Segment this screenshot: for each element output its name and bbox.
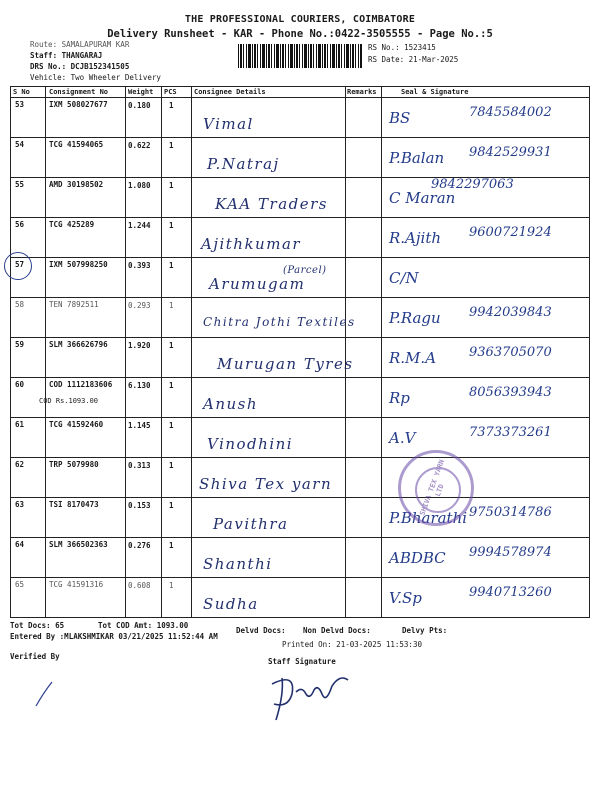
weight: 1.920 (128, 341, 151, 350)
pieces: 1 (169, 221, 174, 230)
barcode (238, 44, 362, 68)
pieces: 1 (169, 341, 174, 350)
rs-date: RS Date: 21-Mar-2025 (368, 55, 459, 64)
cod-amount: COD Rs.1093.00 (39, 397, 99, 405)
staff-signature-label: Staff Signature (268, 657, 336, 666)
serial-number: 60 (15, 380, 25, 389)
weight: 0.608 (128, 581, 151, 590)
entered-by: Entered By :MLAKSHMIKAR 03/21/2025 11:52:44 AM (10, 632, 218, 641)
consignment-number: TCG 41594065 (49, 140, 104, 149)
serial-number: 55 (15, 180, 25, 189)
rs-number: RS No.: 1523415 (368, 43, 436, 52)
pieces: 1 (169, 581, 174, 590)
row-divider (11, 417, 589, 418)
consignment-number: TSI 8170473 (49, 500, 99, 509)
col-seal-signature: Seal & Signature (401, 88, 469, 96)
printed-on: Printed On: 21-03-2025 11:53:30 (282, 640, 422, 649)
receiver-phone: 7373373261 (469, 425, 552, 440)
weight: 0.393 (128, 261, 151, 270)
consignment-number: IXM 507998250 (49, 260, 108, 269)
col-remarks: Remarks (347, 88, 377, 96)
weight: 0.622 (128, 141, 151, 150)
consignee-name: Shiva Tex yarn (199, 475, 333, 493)
drs-number: DRS No.: DCJB152341505 (30, 62, 130, 71)
row-divider (11, 377, 589, 378)
staff-signature (262, 664, 358, 726)
verified-by-signature (30, 662, 90, 712)
receiver-signature: A.V (389, 429, 416, 447)
receiver-phone: 9842297063 (431, 177, 514, 192)
consignee-name: Anush (203, 395, 259, 413)
delivered-docs: Delvd Docs: (236, 626, 286, 635)
pieces: 1 (169, 181, 174, 190)
receiver-signature: P.Balan (389, 149, 445, 167)
consignment-number: SLM 366502363 (49, 540, 108, 549)
total-docs: Tot Docs: 65 (10, 621, 65, 630)
row-divider (11, 337, 589, 338)
col-sno: S No (13, 88, 30, 96)
receiver-phone: 9940713260 (469, 585, 552, 600)
col-weight: Weight (128, 88, 154, 96)
receiver-signature: R.M.A (389, 349, 437, 367)
weight: 6.130 (128, 381, 151, 390)
serial-number: 59 (15, 340, 25, 349)
weight: 0.313 (128, 461, 151, 470)
receiver-phone: 9750314786 (469, 505, 552, 520)
serial-number: 64 (15, 540, 25, 549)
receiver-phone: 9842529931 (469, 145, 552, 160)
consignee-name: Vinodhini (207, 435, 294, 453)
serial-number: 61 (15, 420, 25, 429)
consignee-name: Ajithkumar (201, 235, 302, 253)
runsheet-title: Delivery Runsheet - KAR - Phone No.:0422-3505555 - Page No.:5 (107, 28, 493, 40)
consignee-name: Chitra Jothi Textiles (203, 315, 356, 329)
row-divider (11, 257, 589, 258)
receiver-phone: 9994578974 (469, 545, 552, 560)
consignment-number: TEN 7892511 (49, 300, 99, 309)
weight: 0.293 (128, 301, 151, 310)
company-name: THE PROFESSIONAL COURIERS, COIMBATORE (184, 14, 416, 25)
pieces: 1 (169, 101, 174, 110)
pieces: 1 (169, 301, 174, 310)
circle-mark-57 (4, 252, 32, 280)
receiver-signature: Rp (389, 389, 410, 407)
pieces: 1 (169, 461, 174, 470)
vehicle-label: Vehicle: Two Wheeler Delivery (30, 73, 161, 82)
route-label: Route: SAMALAPURAM KAR (30, 40, 130, 49)
consignee-name: Sudha (203, 595, 259, 613)
consignee-name: Pavithra (213, 515, 289, 533)
consignment-number: IXM 508027677 (49, 100, 108, 109)
serial-number: 62 (15, 460, 25, 469)
weight: 1.244 (128, 221, 151, 230)
verified-by-label: Verified By (10, 652, 60, 661)
serial-number: 56 (15, 220, 25, 229)
receiver-signature: P.Bharathi (389, 509, 468, 527)
receiver-signature: BS (389, 109, 411, 127)
serial-number: 65 (15, 580, 25, 589)
consignee-name: P.Natraj (207, 155, 280, 173)
consignment-number: AMD 30198502 (49, 180, 104, 189)
receiver-signature: P.Ragu (389, 309, 441, 327)
pieces: 1 (169, 421, 174, 430)
row-divider (11, 577, 589, 578)
row-divider (11, 217, 589, 218)
serial-number: 53 (15, 100, 25, 109)
runsheet-table (10, 86, 590, 618)
serial-number: 63 (15, 500, 25, 509)
receiver-phone: 7845584002 (469, 105, 552, 120)
consignment-number: TCG 41592460 (49, 420, 104, 429)
total-cod-amount: Tot COD Amt: 1093.00 (98, 621, 189, 630)
receiver-phone: 9363705070 (469, 345, 552, 360)
consignee-name: Vimal (203, 115, 254, 133)
receiver-phone: 9942039843 (469, 305, 552, 320)
staff-label: Staff: THANGARAJ (30, 51, 103, 60)
consignment-number: TCG 41591316 (49, 580, 104, 589)
pieces: 1 (169, 261, 174, 270)
weight: 1.145 (128, 421, 151, 430)
weight: 1.080 (128, 181, 151, 190)
row-divider (11, 457, 589, 458)
pieces: 1 (169, 381, 174, 390)
col-consignee: Consignee Details (194, 88, 266, 96)
col-consignment: Consignment No (49, 88, 109, 96)
row-divider (11, 297, 589, 298)
row-divider (11, 137, 589, 138)
pieces: 1 (169, 541, 174, 550)
consignee-name: Murugan Tyres (217, 355, 354, 373)
delivery-points: Delvy Pts: (402, 626, 448, 635)
consignee-name: Shanthi (203, 555, 273, 573)
serial-number: 54 (15, 140, 25, 149)
non-delivered-docs: Non Delvd Docs: (303, 626, 371, 635)
consignment-number: SLM 366626796 (49, 340, 108, 349)
consignee-note: (Parcel) (283, 265, 327, 276)
receiver-signature: ABDBC (389, 549, 446, 567)
consignee-name: KAA Traders (215, 195, 328, 213)
receiver-signature: R.Ajith (389, 229, 442, 247)
receiver-signature: C/N (389, 269, 419, 287)
weight: 0.276 (128, 541, 151, 550)
serial-number: 58 (15, 300, 25, 309)
receiver-phone: 8056393943 (469, 385, 552, 400)
consignment-number: TCG 425289 (49, 220, 95, 229)
row-divider (11, 537, 589, 538)
receiver-phone: 9600721924 (469, 225, 552, 240)
serial-number: 57 (15, 260, 25, 269)
receiver-signature: V.Sp (389, 589, 422, 607)
consignment-number: TRP 5079980 (49, 460, 99, 469)
weight: 0.180 (128, 101, 151, 110)
stamp-text: SHIVA TEX YARN LTD (418, 458, 447, 517)
weight: 0.153 (128, 501, 151, 510)
consignee-name: Arumugam (209, 275, 306, 293)
pieces: 1 (169, 501, 174, 510)
row-divider (11, 497, 589, 498)
pieces: 1 (169, 141, 174, 150)
col-pcs: PCS (164, 88, 177, 96)
company-stamp (398, 450, 474, 526)
receiver-signature: C Maran (389, 189, 456, 207)
consignment-number: COD 1112183606 (49, 380, 113, 389)
